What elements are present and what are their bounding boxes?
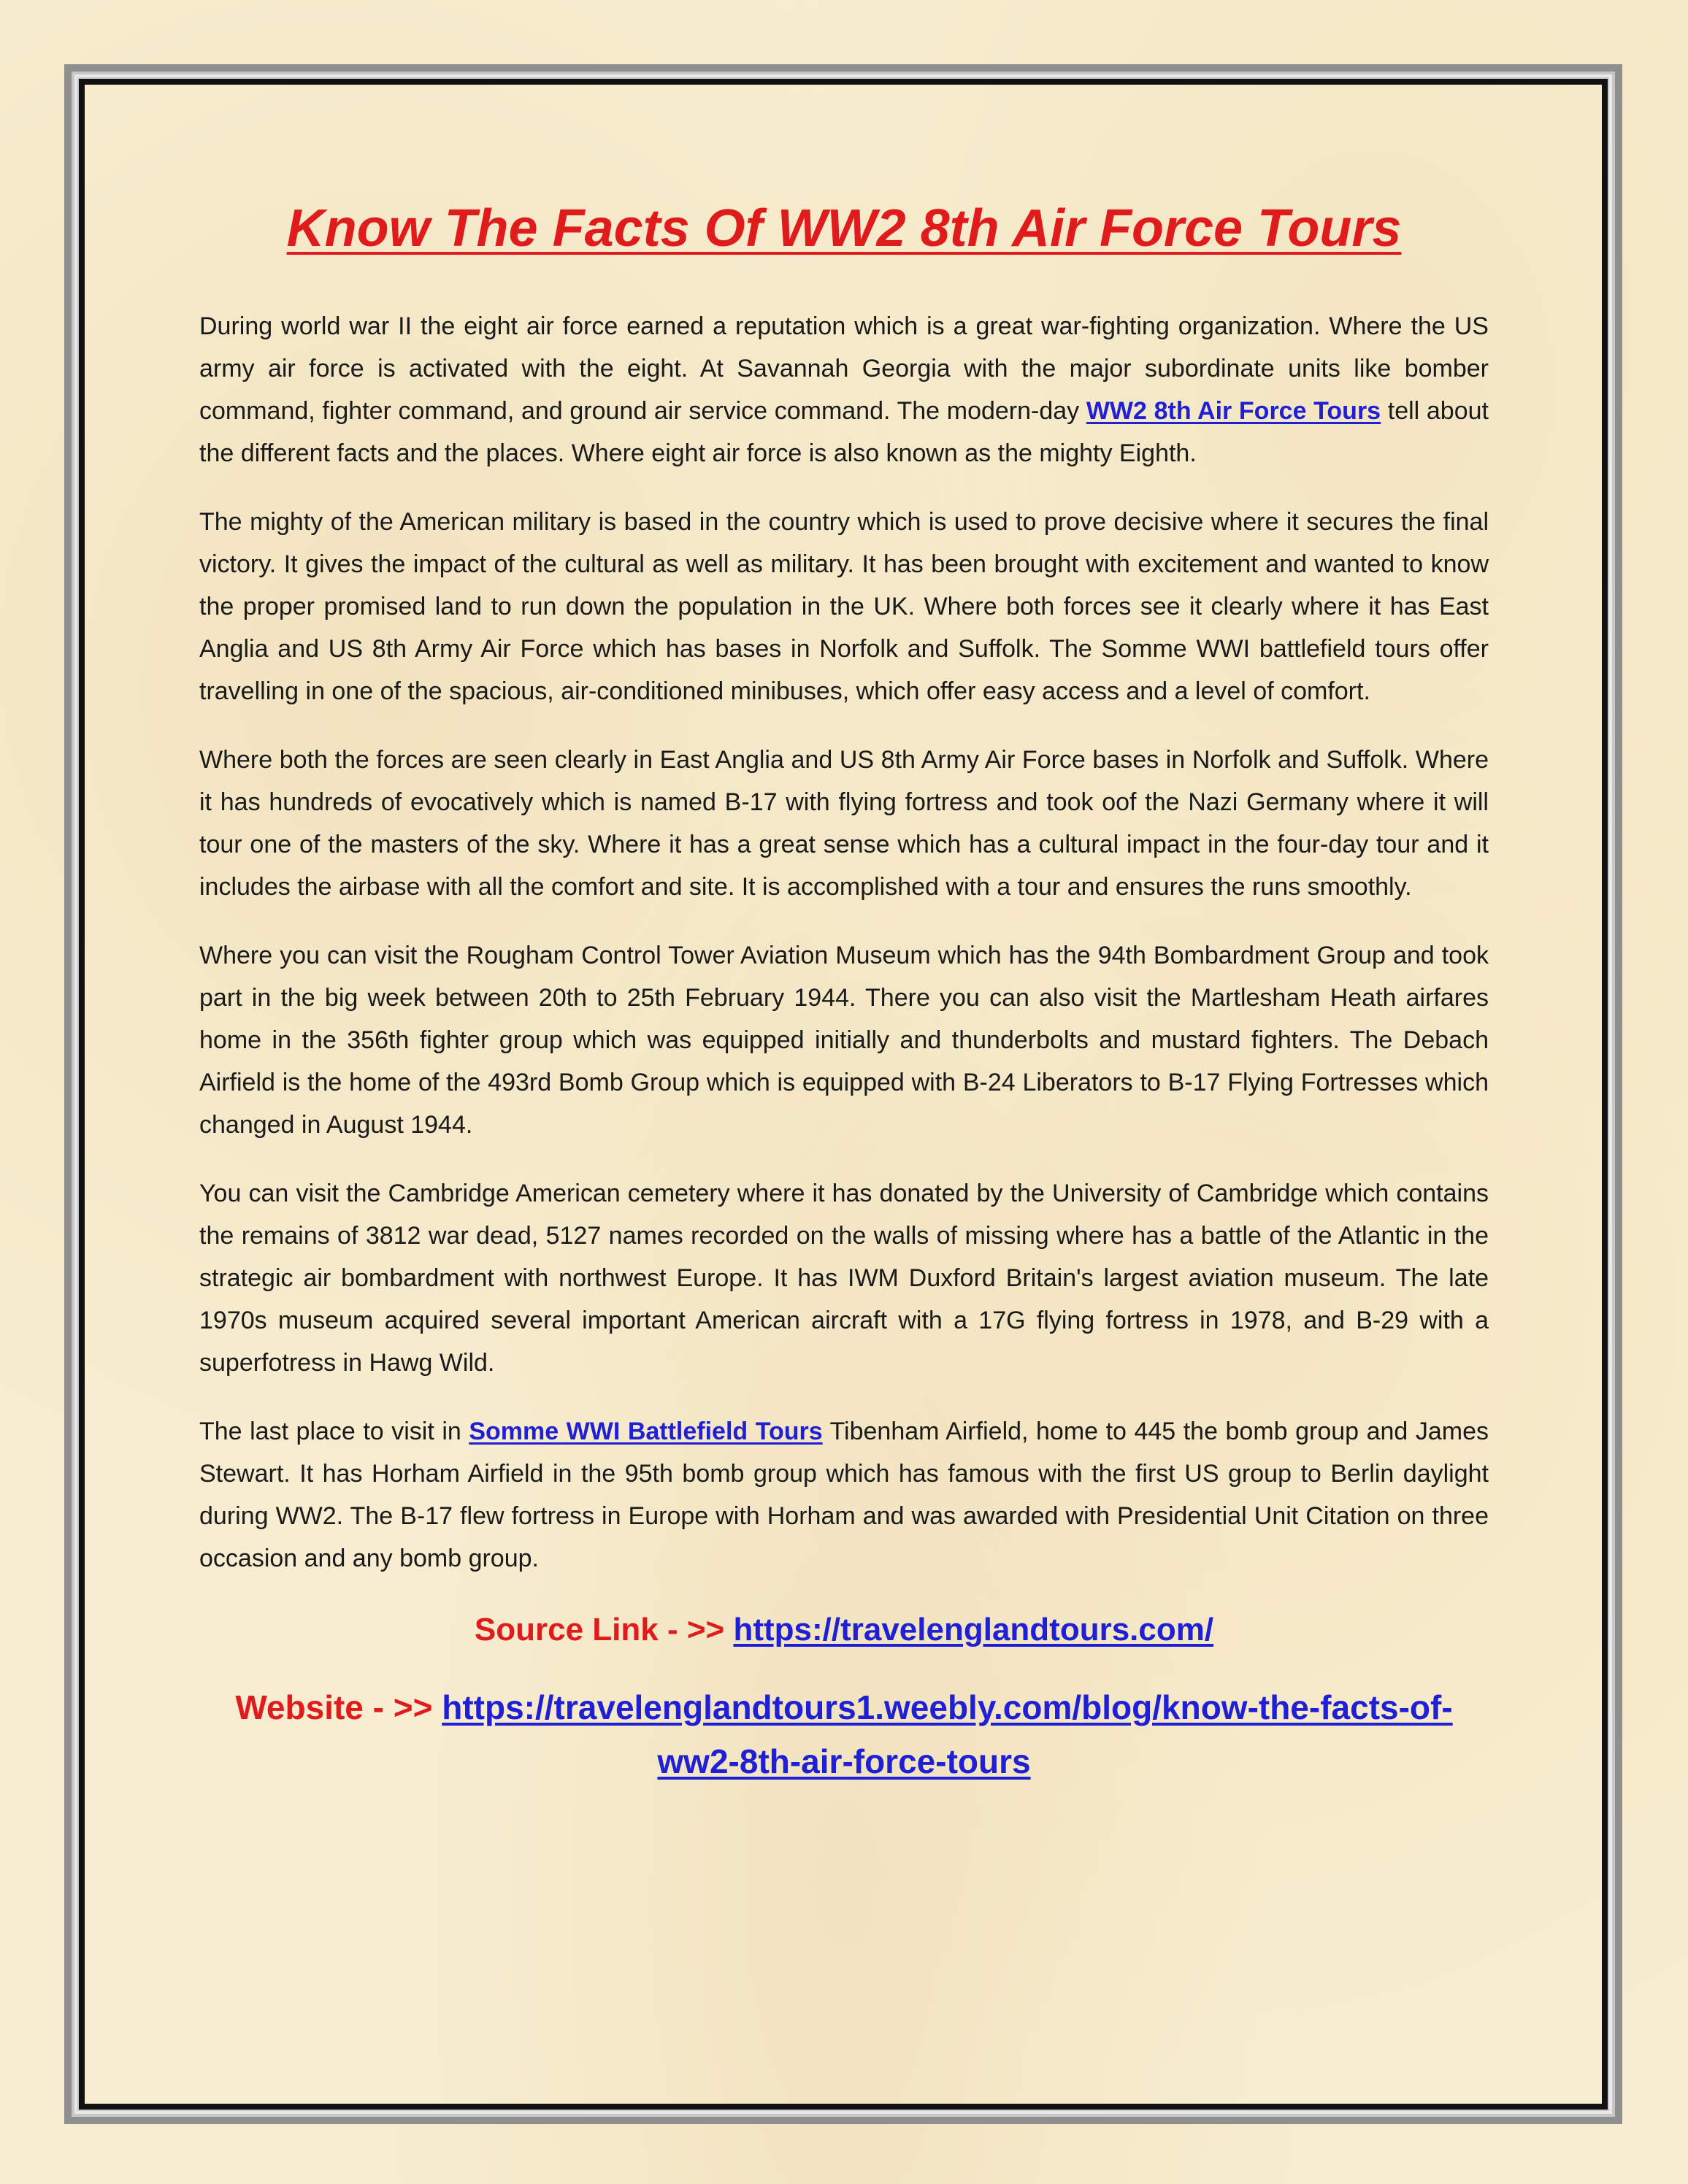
paragraph-1-text-end: tell about the different facts and the places. Where eight air force is also known as the mighty Eighth. — [199, 397, 1489, 467]
paragraph-3: Where both the forces are seen clearly in East Anglia and US 8th Army Air Force bases in Norfolk and Suffolk. Where it has hundreds of evocatively which is named B-17 with flying fortress and took oof the Nazi Germany where it will tour one of the masters of the sky. Where it has a great sense which has a cultural impact in the four-day tour and it includes the airbase with all the comfort and site. It is accomplished with a tour and ensures the runs smoothly. — [199, 746, 1489, 901]
website-label: Website - >> — [235, 1688, 442, 1726]
paragraph-5: You can visit the Cambridge American cemetery where it has donated by the University of Cambridge which contains the remains of 3812 war dead, 5127 names recorded on the walls of missing where has a battle of the Atlantic in the strategic air bombardment with northwest Europe. It has IWM Duxford Britain's largest aviation museum. The late 1970s museum acquired several important American aircraft with a 17G flying fortress in 1978, and B-29 with a superfotress in Hawg Wild. — [199, 1180, 1489, 1377]
paragraph-4: Where you can visit the Rougham Control Tower Aviation Museum which has the 94th Bombardment Group and took part in the big week between 20th to 25th February 1944. There you can also visit the Martlesham Heath airfares home in the 356th fighter group which was equipped initially and thunderbolts and mustard fighters. The Debach Airfield is the home of the 493rd Bomb Group which is equipped with B-24 Liberators to B-17 Flying Fortresses which changed in August 1944. — [199, 942, 1489, 1139]
paragraph-1-text-start: During world war II the eight air force earned a reputation which is a great war-fighting organization. Where the US army air force is activated with the eight. At Savannah Georgia with the major subordinate units like bomber command, fighter command, and ground air service command. The modern-day — [199, 312, 1489, 425]
somme-wwi-battlefield-tours-link[interactable]: Somme WWI Battlefield Tours — [469, 1418, 823, 1445]
paragraph-2: The mighty of the American military is based in the country which is used to prove decisive where it secures the final victory. It gives the impact of the cultural as well as military. It has been brought with excitement and wanted to know the proper promised land to run down the population in the UK. Where both forces see it clearly where it has East Anglia and US 8th Army Air Force which has bases in Norfolk and Suffolk. The Somme WWI battlefield tours offer travelling in one of the spacious, air-conditioned minibuses, which offer easy access and a level of comfort. — [199, 508, 1489, 705]
website-url[interactable]: https://travelenglandtours1.weebly.com/blog/know-the-facts-of-ww2-8th-air-force-tours — [442, 1688, 1453, 1780]
paragraph-6-text-end: Tibenham Airfield, home to 445 the bomb group and James Stewart. It has Horham Airfield in the 95th bomb group which has famous with the first US group to Berlin daylight during WW2. The B-17 flew fortress in Europe with Horham and was awarded with Presidential Unit Citation on three occasion and any bomb group. — [199, 1418, 1489, 1572]
source-link-line — [199, 1606, 1489, 1654]
paragraph-6-text-start: The last place to visit in — [199, 1418, 469, 1445]
source-link-url[interactable]: https://travelenglandtours.com/ — [733, 1612, 1214, 1647]
paragraph-6 — [199, 1410, 1489, 1580]
website-line — [199, 1680, 1489, 1788]
paragraph-1 — [199, 305, 1489, 474]
source-link-label: Source Link - >> — [474, 1612, 734, 1647]
document-content — [199, 196, 1489, 1788]
page-title: Know The Facts Of WW2 8th Air Force Tours — [286, 199, 1402, 258]
ww2-8th-air-force-tours-link[interactable]: WW2 8th Air Force Tours — [1086, 397, 1381, 425]
